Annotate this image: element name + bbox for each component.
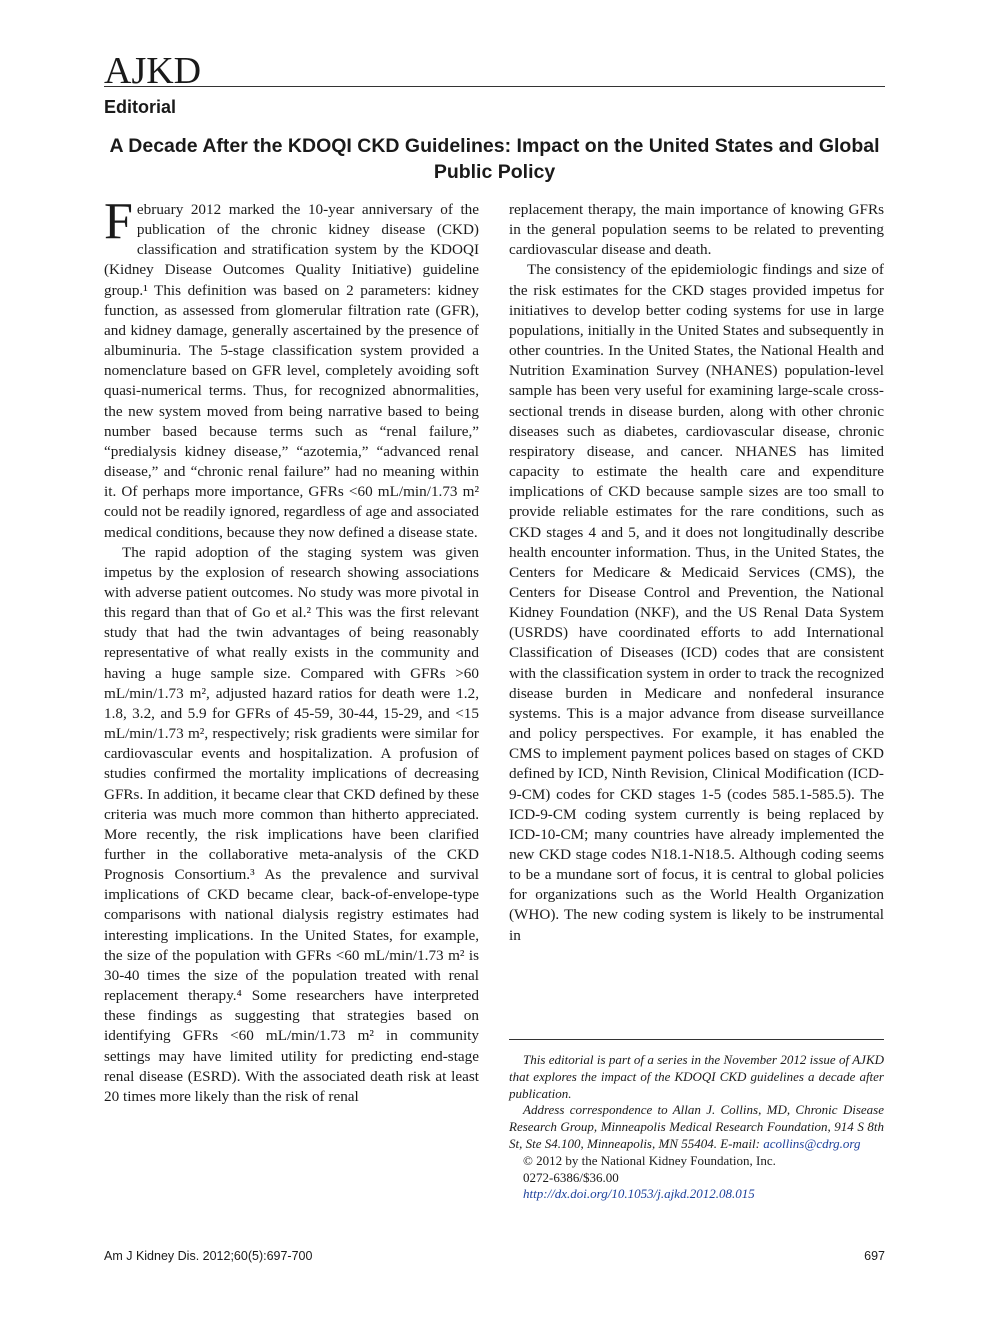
- footnote-issn: 0272-6386/$36.00: [523, 1169, 619, 1185]
- drop-cap: F: [104, 193, 133, 250]
- footer-citation: Am J Kidney Dis. 2012;60(5):697-700: [104, 1249, 313, 1263]
- footnote-address-text: Address correspondence to Allan J. Collins, MD, Chronic Disease Research Group, Minneapolis Medical Research Foundation, 914 S 8th St, Ste S4.100, Minneapolis, MN 55404. E-mail:: [509, 1102, 884, 1151]
- left-paragraph-1: [104, 193, 479, 543]
- footnotes: [509, 1052, 884, 1203]
- left-paragraph-1-text: ebruary 2012 marked the 10-year anniversary of the publication of the chronic kidney disease (CKD) classification and stratification system by the KDOQI (Kidney Disease Outcomes Quality Initiative) guideline group.¹ This definition was based on 2 parameters: kidney function, as assessed from glomerular filtration rate (GFR), and kidney damage, generally ascertained by the presence of albuminuria. The 5-stage classification system provided a nomenclature based on GFR level, completely avoiding soft quasi-numerical terms. Thus, for recognized abnormalities, the new system moved from being narrative based to being number based because terms such as “renal failure,” “predialysis kidney disease,” “azotemia,” “advanced renal disease,” and “chronic renal failure” had no meaning within it. Of perhaps more importance, GFRs <60 mL/min/1.73 m² could not be readily ignored, regardless of age and associated medical conditions, because they now defined a disease state.: [104, 201, 479, 541]
- right-column: [509, 200, 884, 946]
- footnote-address: [509, 1102, 884, 1152]
- doi-link[interactable]: http://dx.doi.org/10.1053/j.ajkd.2012.08.015: [523, 1186, 755, 1202]
- section-label: Editorial: [104, 97, 177, 117]
- right-paragraph-1: replacement therapy, the main importance of knowing GFRs in the general population seems to be related to preventing cardiovascular disease and death.: [509, 201, 884, 259]
- footnote-copyright: © 2012 by the National Kidney Foundation, Inc.: [523, 1152, 776, 1168]
- footnote-doi: [509, 1186, 884, 1203]
- left-paragraph-2: The rapid adoption of the staging system was given impetus by the explosion of research showing associations with adverse patient outcomes. No study was more pivotal in this regard than that of Go et al.² This was the first relevant study that had the twin advantages of being reasonably representative of what really exists in the community and having a huge sample size. Compared with GFRs >60 mL/min/1.73 m², adjusted hazard ratios for death were 1.2, 1.8, 3.2, and 5.9 for GFRs of 45-59, 30-44, 15-29, and <15 mL/min/1.73 m², respectively; risk gradients were similar for cardiovascular events and hospitalization. A profusion of studies confirmed the mortality implications of decreasing GFRs. In addition, it became clear that CKD defined by these criteria was much more common than hitherto appreciated. More recently, the risk implications have been clarified further in the collaborative meta-analysis of the CKD Prognosis Consortium.³ As the prevalence and survival implications of CKD became clear, back-of-envelope-type comparisons with national dialysis registry estimates had interesting implications. In the United States, for example, the size of the population with GFRs <60 mL/min/1.73 m² is 30-40 times the size of the population treated with renal replacement therapy.⁴ Some researchers have interpreted these findings as suggesting that strategies based on identifying GFRs <60 mL/min/1.73 m² in community settings may have limited utility for predicting end-stage renal disease (ESRD). With the associated death risk at least 20 times more likely than the risk of renal: [104, 543, 479, 1105]
- left-column: [104, 193, 479, 1107]
- right-paragraph-2: The consistency of the epidemiologic findings and size of the risk estimates for the CKD stages provided impetus for initiatives to develop better coding systems for use in large populations, initially in the United States and subsequently in other countries. In the United States, the National Health and Nutrition Examination Survey (NHANES) population-level sample has been very useful for examining large-scale cross-sectional trends in disease burden, along with other chronic diseases such as diabetes, cardiovascular disease, chronic respiratory disease, and cancer. NHANES has limited capacity to estimate the health care and expenditure implications of CKD because sample sizes are too small to provide reliable estimates for the rare conditions, such as CKD stages 4 and 5, and it does not longitudinally describe health encounter information. Thus, in the United States, the Centers for Medicare & Medicaid Services (CMS), the Centers for Disease Control and Prevention, the National Kidney Foundation (NKF), and the US Renal Data System (USRDS) have coordinated efforts to add International Classification of Diseases (ICD) codes that are consistent with the classification system in order to track the recognized disease burden in Medicare and nonfederal insurance systems. This is a major advance from disease surveillance and policy perspectives. For example, it has enabled the CMS to implement payment polices based on stages of CKD defined by ICD, Ninth Revision, Clinical Modification (ICD-9-CM) codes for CKD stages 1-5 (codes 585.1-585.5). The ICD-9-CM coding system currently is being replaced by ICD-10-CM; many countries have already implemented the new CKD stage codes N18.1-N18.5. Although coding seems to be a mundane sort of focus, it is central to global policies for organizations such as the World Health Organization (WHO). The new coding system is likely to be instrumental in: [509, 261, 884, 944]
- footnote-rule: [509, 1039, 884, 1040]
- article-title: A Decade After the KDOQI CKD Guidelines: Impact on the United States and Global Public Policy: [109, 135, 880, 183]
- email-link[interactable]: acollins@cdrg.org: [763, 1135, 861, 1151]
- page-number: 697: [864, 1249, 885, 1263]
- footnote-series: This editorial is part of a series in the November 2012 issue of AJKD that explores the impact of the KDOQI CKD guidelines a decade after publication.: [509, 1052, 884, 1101]
- journal-logo: AJKD: [104, 50, 202, 92]
- header-rule: [104, 86, 885, 87]
